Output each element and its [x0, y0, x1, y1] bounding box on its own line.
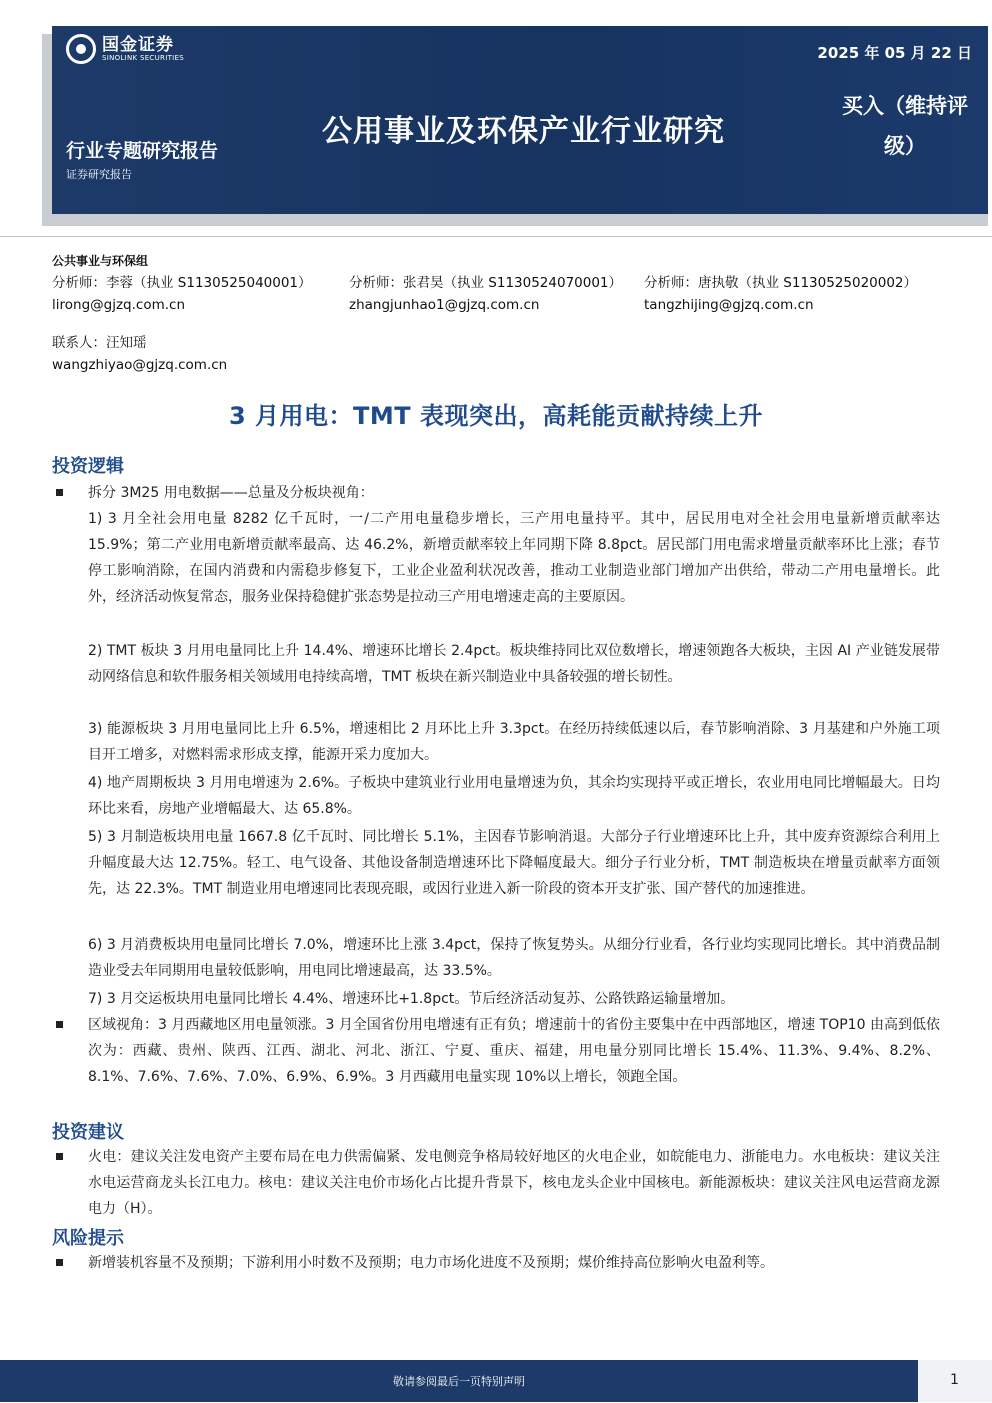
logic-item-2: 2) TMT 板块 3 月用电量同比上升 14.4%、增速环比增长 2.4pct。板块维持同比双位数增长，增速领跑各大板块，主因 AI 产业链发展带动网络信息和软件服务相关领域用电持续高增，TMT 板块在新兴制造业中具备较强的增长韧性。 [88, 643, 940, 685]
analyst-2 [349, 272, 622, 316]
bullet-icon [56, 1153, 63, 1160]
analyst-label: 分析师：李蓉（执业 S1130525040001） [52, 275, 312, 291]
rating [830, 86, 980, 166]
logic-item-6: 6) 3 月消费板块用电量同比增长 7.0%，增速环比上涨 3.4pct，保持了恢复势头。从细分行业看，各行业均实现同比增长。其中消费品制造业受去年同期用电量较低影响，用电同比增速最高，达 33.5%。 [88, 937, 940, 979]
analyst-email[interactable]: lirong@gjzq.com.cn [52, 297, 186, 313]
rating-line-1: 买入（维持评 [842, 94, 968, 118]
rating-line-2: 级） [884, 134, 926, 158]
analyst-label: 分析师：唐执敬（执业 S1130525020002） [644, 275, 918, 291]
contact-label: 联系人：汪知瑶 [52, 335, 147, 351]
advice-text: 火电：建议关注发电资产主要布局在电力供需偏紧、发电侧竞争格局较好地区的火电企业，如皖能电力、浙能电力。水电板块：建议关注水电运营商龙头长江电力。核电：建议关注电价市场化占比提升背景下，核电龙头企业中国核电。新能源板块：建议关注风电运营商龙源电力（H）。 [88, 1149, 940, 1217]
footer-notice: 敬请参阅最后一页特别声明 [393, 1375, 525, 1388]
bullet-icon [56, 1021, 63, 1028]
bullet-icon [56, 489, 63, 496]
logic-intro: 拆分 3M25 用电数据——总量及分板块视角： [88, 485, 374, 501]
footer-bar [0, 1360, 918, 1402]
brand-logo [66, 34, 184, 64]
header-divider [0, 236, 992, 237]
report-type: 行业专题研究报告 [66, 140, 219, 162]
analyst-1 [52, 272, 312, 316]
logic-item-1: 1) 3 月全社会用电量 8282 亿千瓦时，一/二产用电量稳步增长，三产用电量持平。其中，居民用电对全社会用电量新增贡献率达 15.9%；第二产业用电新增贡献率最高、达 46.2%，新增贡献率较上年同期下降 8.8pct。居民部门用电需求增量贡献率环比上涨；春节停工影响消除，在国内消费和内需稳步修复下，工业企业盈利状况改善，推动工业制造业部门增加产出供给，带动二产用电量增长。此外，经济活动恢复常态，服务业保持稳健扩张态势是拉动三产用电增速走高的主要原因。 [88, 511, 940, 605]
risk-text: 新增装机容量不及预期；下游利用小时数不及预期；电力市场化进度不及预期；煤价维持高位影响火电盈利等。 [88, 1255, 774, 1271]
report-date: 2025 年 05 月 22 日 [817, 44, 972, 62]
section-heading-logic: 投资逻辑 [52, 456, 124, 477]
page-number: 1 [950, 1372, 959, 1388]
team-name: 公共事业与环保组 [52, 254, 149, 268]
analyst-label: 分析师：张君昊（执业 S1130524070001） [349, 275, 623, 291]
logic-item-7: 7) 3 月交运板块用电量同比增长 4.4%、增速环比+1.8pct。节后经济活动复苏、公路铁路运输量增加。 [88, 991, 735, 1007]
analyst-email[interactable]: zhangjunhao1@gjzq.com.cn [349, 297, 540, 313]
contact-person [52, 332, 227, 376]
bullet-icon [56, 1259, 63, 1266]
report-header [52, 26, 988, 214]
logic-regional: 区域视角：3 月西藏地区用电量领涨。3 月全国省份用电增速有正有负；增速前十的省份主要集中在中西部地区，增速 TOP10 由高到低依次为：西藏、贵州、陕西、江西、湖北、河北、浙江、宁夏、重庆、福建，用电量分别同比增长 15.4%、11.3%、9.4%、8.2%、8.1%、7.6%、7.6%、7.0%、6.9%、6.9%。3 月西藏用电量实现 10%以上增长，领跑全国。 [88, 1017, 940, 1085]
industry-title: 公用事业及环保产业行业研究 [322, 114, 725, 149]
section-heading-risk: 风险提示 [52, 1228, 124, 1249]
logic-item-3: 3) 能源板块 3 月用电量同比上升 6.5%，增速相比 2 月环比上升 3.3pct。在经历持续低速以后，春节影响消除、3 月基建和户外施工项目开工增多，对燃料需求形成支撑，能源开采力度加大。 [88, 721, 940, 763]
logic-item-5: 5) 3 月制造板块用电量 1667.8 亿千瓦时、同比增长 5.1%，主因春节影响消退。大部分子行业增速环比上升，其中废弃资源综合利用上升幅度最大达 12.75%。轻工、电气设备、其他设备制造增速环比下降幅度最大。细分子行业分析，TMT 制造板块在增量贡献率方面领先，达 22.3%。TMT 制造业用电增速同比表现亮眼，或因行业进入新一阶段的资本开支扩张、国产替代的加速推进。 [88, 829, 940, 897]
brand-name-en: SINOLINK SECURITIES [102, 53, 184, 62]
analyst-email[interactable]: tangzhijing@gjzq.com.cn [644, 297, 814, 313]
section-heading-advice: 投资建议 [52, 1122, 124, 1143]
report-subtype: 证券研究报告 [66, 168, 132, 181]
logic-item-4: 4) 地产周期板块 3 月用电增速为 2.6%。子板块中建筑业行业用电量增速为负，其余均实现持平或正增长，农业用电同比增幅最大。日均环比来看，房地产业增幅最大、达 65.8%。 [88, 775, 940, 817]
analyst-3 [644, 272, 917, 316]
sinolink-logo-icon [66, 34, 96, 64]
brand-name-cn: 国金证券 [102, 34, 174, 55]
report-title: 3 月用电：TMT 表现突出，高耗能贡献持续上升 [228, 402, 764, 430]
contact-email[interactable]: wangzhiyao@gjzq.com.cn [52, 357, 228, 373]
